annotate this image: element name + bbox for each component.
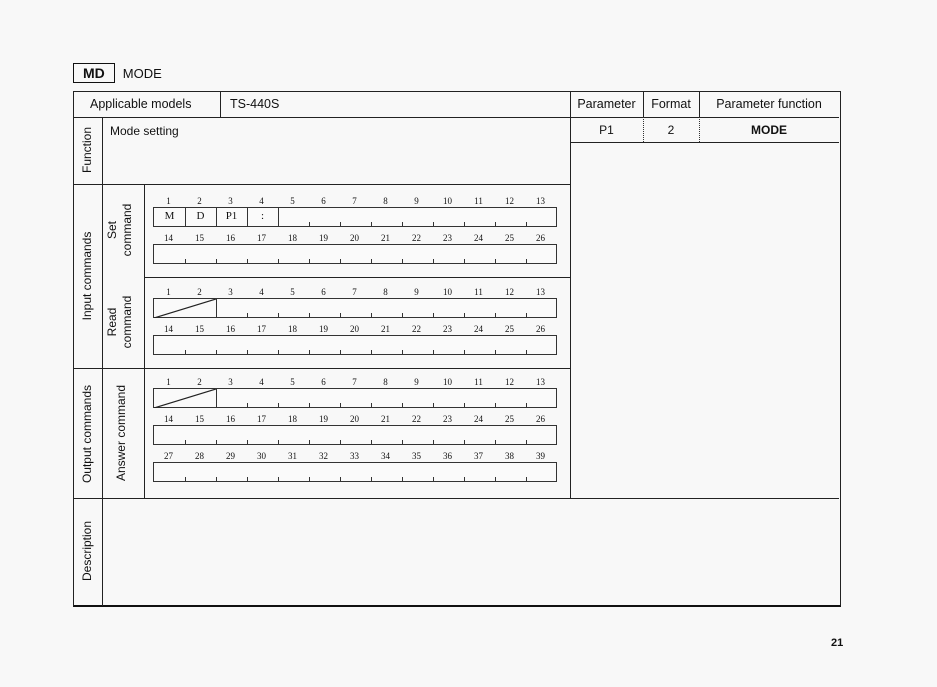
field-tick <box>340 313 341 317</box>
field-tick <box>402 477 403 481</box>
field-number: 29 <box>226 451 235 461</box>
field-tick <box>464 440 465 444</box>
field-number: 21 <box>381 414 390 424</box>
command-title: MODE <box>122 65 162 81</box>
field-tick <box>216 350 217 354</box>
field-number: 20 <box>350 233 359 243</box>
field-number: 16 <box>226 414 235 424</box>
field-number: 19 <box>319 414 328 424</box>
field-number: 38 <box>505 451 514 461</box>
field-value: : <box>260 210 265 222</box>
field-number: 2 <box>197 196 202 206</box>
field-tick <box>216 259 217 263</box>
field-tick <box>278 259 279 263</box>
field-number: 6 <box>321 287 326 297</box>
answer-row2-field-strip <box>153 425 557 445</box>
field-number: 15 <box>195 324 204 334</box>
field-tick <box>247 440 248 444</box>
field-number: 12 <box>505 287 514 297</box>
label-column-divider <box>102 117 103 606</box>
set-row1-field-strip <box>153 207 557 227</box>
field-tick <box>464 403 465 407</box>
field-tick <box>340 259 341 263</box>
field-tick <box>526 313 527 317</box>
field-number: 7 <box>352 287 357 297</box>
parameter-function-header: Parameter function <box>716 97 822 111</box>
field-number: 2 <box>197 287 202 297</box>
field-number: 24 <box>474 414 483 424</box>
param-section-divider <box>570 92 571 498</box>
field-tick <box>433 403 434 407</box>
parameter-value: P1 <box>599 123 614 137</box>
field-number: 18 <box>288 233 297 243</box>
field-tick <box>309 403 310 407</box>
field-number: 5 <box>290 377 295 387</box>
field-tick <box>185 259 186 263</box>
field-tick <box>526 259 527 263</box>
field-tick <box>526 440 527 444</box>
field-value: M <box>164 210 175 222</box>
field-tick <box>433 477 434 481</box>
field-number: 15 <box>195 414 204 424</box>
field-number: 12 <box>505 196 514 206</box>
field-number: 36 <box>443 451 452 461</box>
field-number: 2 <box>197 377 202 387</box>
field-number: 21 <box>381 324 390 334</box>
field-tick <box>495 403 496 407</box>
field-tick <box>495 440 496 444</box>
function-label: Function <box>80 126 94 174</box>
field-number: 4 <box>259 287 264 297</box>
field-value: P1 <box>225 210 238 222</box>
field-tick <box>495 350 496 354</box>
field-number: 19 <box>319 324 328 334</box>
field-number: 25 <box>505 414 514 424</box>
field-number: 4 <box>259 196 264 206</box>
field-number: 22 <box>412 414 421 424</box>
command-table <box>73 91 841 607</box>
field-number: 26 <box>536 233 545 243</box>
description-divider <box>74 498 839 499</box>
function-divider <box>74 184 570 185</box>
field-number: 16 <box>226 233 235 243</box>
field-tick <box>402 403 403 407</box>
field-number: 5 <box>290 196 295 206</box>
field-tick <box>309 313 310 317</box>
field-tick <box>526 477 527 481</box>
field-number: 23 <box>443 414 452 424</box>
answer-row1-numbers <box>153 377 556 387</box>
param-row-divider <box>570 142 839 143</box>
command-heading <box>73 63 162 83</box>
field-tick <box>433 350 434 354</box>
field-tick <box>247 313 248 317</box>
field-number: 21 <box>381 233 390 243</box>
field-number: 10 <box>443 377 452 387</box>
field-tick <box>526 350 527 354</box>
field-number: 18 <box>288 324 297 334</box>
read-command-label-line2: command <box>120 295 134 349</box>
field-number: 6 <box>321 196 326 206</box>
field-tick <box>309 259 310 263</box>
field-number: 14 <box>164 233 173 243</box>
answer-command-label: Answer command <box>114 384 128 482</box>
field-value: D <box>196 210 205 222</box>
field-tick <box>402 259 403 263</box>
field-tick <box>278 477 279 481</box>
read-row2-field-strip <box>153 335 557 355</box>
field-number: 10 <box>443 287 452 297</box>
field-tick <box>526 403 527 407</box>
slash-line <box>154 299 216 318</box>
field-tick <box>247 477 248 481</box>
field-number: 10 <box>443 196 452 206</box>
field-number: 3 <box>228 377 233 387</box>
field-tick <box>278 313 279 317</box>
field-number: 6 <box>321 377 326 387</box>
field-number: 13 <box>536 287 545 297</box>
field-tick <box>216 440 217 444</box>
field-tick <box>278 350 279 354</box>
field-tick <box>309 477 310 481</box>
field-number: 14 <box>164 414 173 424</box>
field-tick <box>371 350 372 354</box>
unused-cell-divider <box>216 299 217 317</box>
field-number: 11 <box>474 196 483 206</box>
field-number: 13 <box>536 196 545 206</box>
field-number: 17 <box>257 414 266 424</box>
set-row2-field-strip <box>153 244 557 264</box>
field-number: 5 <box>290 287 295 297</box>
field-number: 30 <box>257 451 266 461</box>
format-header: Format <box>651 97 691 111</box>
field-tick <box>216 477 217 481</box>
field-tick <box>185 440 186 444</box>
unused-cells-slash <box>154 299 216 318</box>
field-number: 15 <box>195 233 204 243</box>
field-number: 19 <box>319 233 328 243</box>
field-number: 8 <box>383 287 388 297</box>
field-tick <box>340 350 341 354</box>
field-tick <box>495 313 496 317</box>
field-number: 11 <box>474 287 483 297</box>
field-tick <box>371 477 372 481</box>
field-number: 11 <box>474 377 483 387</box>
field-number: 23 <box>443 324 452 334</box>
read-command-label <box>105 277 137 367</box>
description-label: Description <box>80 520 94 582</box>
header-divider <box>74 117 839 118</box>
answer-row3-field-strip <box>153 462 557 482</box>
field-number: 31 <box>288 451 297 461</box>
unused-cells-slash <box>154 389 216 408</box>
field-number: 1 <box>166 377 171 387</box>
field-number: 20 <box>350 414 359 424</box>
function-text: Mode setting <box>110 124 179 138</box>
page-number: 21 <box>831 637 844 649</box>
field-tick <box>495 259 496 263</box>
answer-row1-field-strip <box>153 388 557 408</box>
field-number: 18 <box>288 414 297 424</box>
field-tick <box>278 403 279 407</box>
field-number: 35 <box>412 451 421 461</box>
field-number: 12 <box>505 377 514 387</box>
field-number: 17 <box>257 324 266 334</box>
set-command-label-line2: command <box>120 203 134 257</box>
field-tick <box>309 350 310 354</box>
answer-row3-numbers <box>153 451 556 461</box>
field-number: 1 <box>166 287 171 297</box>
field-number: 3 <box>228 196 233 206</box>
field-number: 7 <box>352 377 357 387</box>
field-number: 22 <box>412 233 421 243</box>
field-number: 24 <box>474 324 483 334</box>
field-number: 16 <box>226 324 235 334</box>
field-number: 27 <box>164 451 173 461</box>
field-number: 32 <box>319 451 328 461</box>
field-tick <box>371 403 372 407</box>
field-tick <box>464 313 465 317</box>
field-tick <box>247 403 248 407</box>
field-tick <box>433 440 434 444</box>
field-number: 23 <box>443 233 452 243</box>
set-row2-numbers <box>153 233 556 243</box>
field-tick <box>464 477 465 481</box>
read-row2-numbers <box>153 324 556 334</box>
field-tick <box>185 350 186 354</box>
field-tick <box>371 259 372 263</box>
model-name: TS-440S <box>230 97 280 111</box>
field-number: 7 <box>352 196 357 206</box>
field-number: 25 <box>505 324 514 334</box>
field-tick <box>340 440 341 444</box>
field-tick <box>433 259 434 263</box>
format-value: 2 <box>667 123 675 137</box>
unused-cell-divider <box>216 389 217 407</box>
input-output-divider <box>74 368 570 369</box>
set-command-label-line1: Set <box>105 221 119 240</box>
field-number: 8 <box>383 377 388 387</box>
command-code-box: MD <box>73 63 115 83</box>
field-tick <box>433 313 434 317</box>
field-number: 1 <box>166 196 171 206</box>
field-number: 17 <box>257 233 266 243</box>
read-command-label-line1: Read <box>105 307 119 337</box>
field-tick <box>464 350 465 354</box>
field-tick <box>402 350 403 354</box>
field-tick <box>247 259 248 263</box>
field-tick <box>247 350 248 354</box>
field-number: 37 <box>474 451 483 461</box>
field-tick <box>185 477 186 481</box>
field-number: 20 <box>350 324 359 334</box>
model-divider <box>220 92 221 117</box>
set-read-divider <box>144 277 570 278</box>
field-tick <box>340 477 341 481</box>
field-tick <box>340 403 341 407</box>
field-number: 9 <box>414 287 419 297</box>
field-tick <box>309 440 310 444</box>
field-number: 39 <box>536 451 545 461</box>
parameter-function-value: MODE <box>751 123 787 137</box>
field-number: 24 <box>474 233 483 243</box>
slash-line <box>154 389 216 408</box>
read-row1-numbers <box>153 287 556 297</box>
read-row1-field-strip <box>153 298 557 318</box>
field-number: 13 <box>536 377 545 387</box>
field-number: 28 <box>195 451 204 461</box>
field-number: 9 <box>414 377 419 387</box>
field-number: 26 <box>536 324 545 334</box>
input-commands-label: Input commands <box>80 231 94 321</box>
applicable-models-label: Applicable models <box>90 97 192 111</box>
parameter-header: Parameter <box>577 97 636 111</box>
field-number: 9 <box>414 196 419 206</box>
output-commands-label: Output commands <box>80 384 94 484</box>
field-number: 8 <box>383 196 388 206</box>
field-number: 34 <box>381 451 390 461</box>
field-number: 14 <box>164 324 173 334</box>
field-tick <box>464 259 465 263</box>
field-number: 4 <box>259 377 264 387</box>
field-tick <box>495 477 496 481</box>
set-command-label <box>105 185 137 275</box>
set-row1-numbers <box>153 196 556 206</box>
field-number: 22 <box>412 324 421 334</box>
field-tick <box>371 313 372 317</box>
field-number: 3 <box>228 287 233 297</box>
answer-row2-numbers <box>153 414 556 424</box>
field-tick <box>402 440 403 444</box>
field-tick <box>278 440 279 444</box>
field-number: 26 <box>536 414 545 424</box>
field-number: 25 <box>505 233 514 243</box>
sublabel-column-divider <box>144 184 145 498</box>
field-tick <box>402 313 403 317</box>
field-tick <box>371 440 372 444</box>
field-number: 33 <box>350 451 359 461</box>
